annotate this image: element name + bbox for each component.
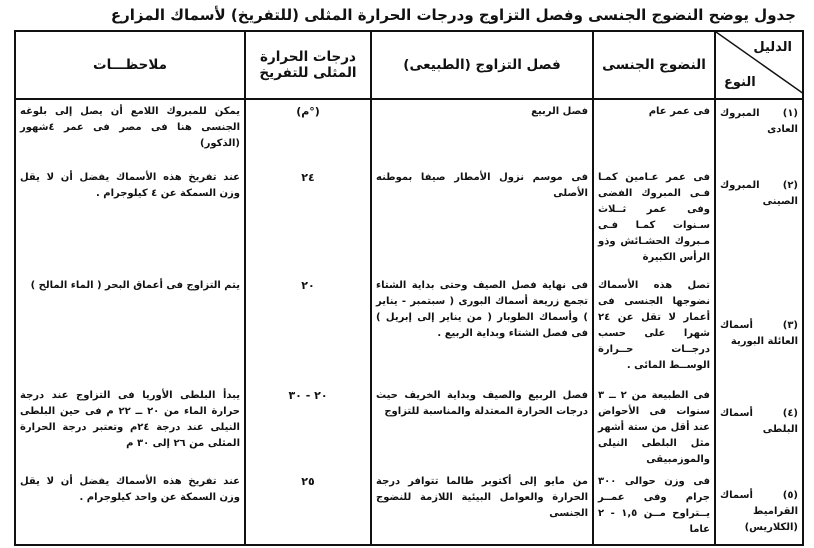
header-season: فصل التزاوج (الطبيعى) bbox=[371, 31, 593, 99]
season-cell: فى موسم نزول الأمطار صيفا بموطنه الأصلى bbox=[376, 172, 588, 199]
type-cell: (٣) أسماك العائلة البورية bbox=[720, 320, 798, 347]
type-cell: (٢) المبروك الصينى bbox=[720, 180, 798, 207]
header-row bbox=[15, 31, 803, 99]
notes-cell: يمكن للمبروك اللامع أن يصل إلى بلوغه الجنسى هنا فى مصر فى عمر ٤شهور (الذكور) bbox=[20, 106, 240, 149]
type-cell: (٤) أسماك البلطى bbox=[720, 408, 798, 435]
season-cell: فى نهاية فصل الصيف وحتى بداية الشتاء تجمع زريعة أسماك البورى ( سبتمبر - يناير ) وأسماك الطوبار ( من يناير إلى إبريل ) فى فصل الشتاء وبداية الربيع . bbox=[376, 280, 588, 339]
temperature-column bbox=[245, 99, 371, 545]
fish-maturity-table bbox=[14, 30, 804, 546]
notes-cell: عند تفريخ هذه الأسماك يفضل أن لا يقل وزن السمكة عن ٤ كيلوجرام . bbox=[20, 172, 240, 199]
header-guide-type bbox=[715, 31, 803, 99]
season-cell: من مايو إلى أكتوبر طالما تتوافر درجة الحرارة والعوامل البيئية اللازمة للنضوج الجنسى bbox=[376, 476, 588, 519]
temperature-cell: ٢٠ bbox=[301, 279, 315, 292]
type-cell: (٥) أسماك القراميط (الكلاريس) bbox=[720, 490, 798, 533]
season-column bbox=[371, 99, 593, 545]
maturity-cell: فى وزن حوالى ٣٠٠ جرام وفى عمــر يــتراوح مــن ١,٥ - ٢ عاما bbox=[598, 476, 710, 535]
notes-cell: يبدأ البلطى الأوريا فى التزاوج عند درجة حرارة الماء من ٢٠ ــ ٢٢ م فى حين البلطى النيلى عند درجة ٢٤م وتعتبر درجة الحرارة المثلى من ٢٦ إلى ٣٠ م bbox=[20, 390, 240, 449]
table-title: جدول يوضح النضوج الجنسى وفصل التزاوج ودرجات الحرارة المثلى (للتفريخ) لأسماك المزارع bbox=[110, 6, 796, 24]
header-notes: ملاحظـــات bbox=[15, 31, 245, 99]
header-type-label: النوع bbox=[724, 75, 756, 90]
type-column bbox=[715, 99, 803, 545]
season-cell: فصل الربيع bbox=[531, 106, 588, 117]
temperature-cell: ٢٤ bbox=[301, 171, 315, 184]
notes-cell: يتم التزاوج فى أعماق البحر ( الماء المالح ) bbox=[30, 280, 240, 291]
maturity-cell: فى عمر عـامين كمـا فـى المبروك الفضى وفى عمر ثــلاث سـنوات كمـا فـى مـبروك الحشـائش وذو الرأس الكبيرة bbox=[598, 172, 710, 263]
header-temperature: درجات الحرارة المثلى للتفريخ bbox=[245, 31, 371, 99]
table-body-row bbox=[15, 99, 803, 545]
season-cell: فصل الربيع والصيف وبداية الخريف حيث درجات الحرارة المعتدلة والمناسبة للتزاوج bbox=[376, 390, 588, 417]
maturity-cell: تصل هذه الأسماك نضوجها الجنسى فى أعمار لا تقل عن ٢٤ شهرا على حسب درجــات حــرارة الوســط المائى . bbox=[598, 280, 710, 371]
maturity-column bbox=[593, 99, 715, 545]
header-maturity: النضوج الجنسى bbox=[593, 31, 715, 99]
temperature-cell: ٢٠ - ٣٠ bbox=[288, 389, 328, 402]
maturity-cell: فى عمر عام bbox=[648, 106, 710, 117]
type-cell: (١) المبروك العادى bbox=[720, 108, 798, 135]
temperature-cell: (°م) bbox=[296, 105, 320, 118]
maturity-cell: فى الطبيعة من ٢ ــ ٣ سنوات فى الأحواض عند أقل من ستة أشهر مثل البلطى النيلى والموزمبيقى bbox=[598, 390, 710, 465]
notes-column bbox=[15, 99, 245, 545]
header-guide-label: الدليل bbox=[753, 40, 792, 55]
notes-cell: عند تفريخ هذه الأسماك يفضل أن لا يقل وزن السمكة عن واحد كيلوجرام . bbox=[20, 476, 240, 503]
temperature-cell: ٢٥ bbox=[301, 475, 315, 488]
